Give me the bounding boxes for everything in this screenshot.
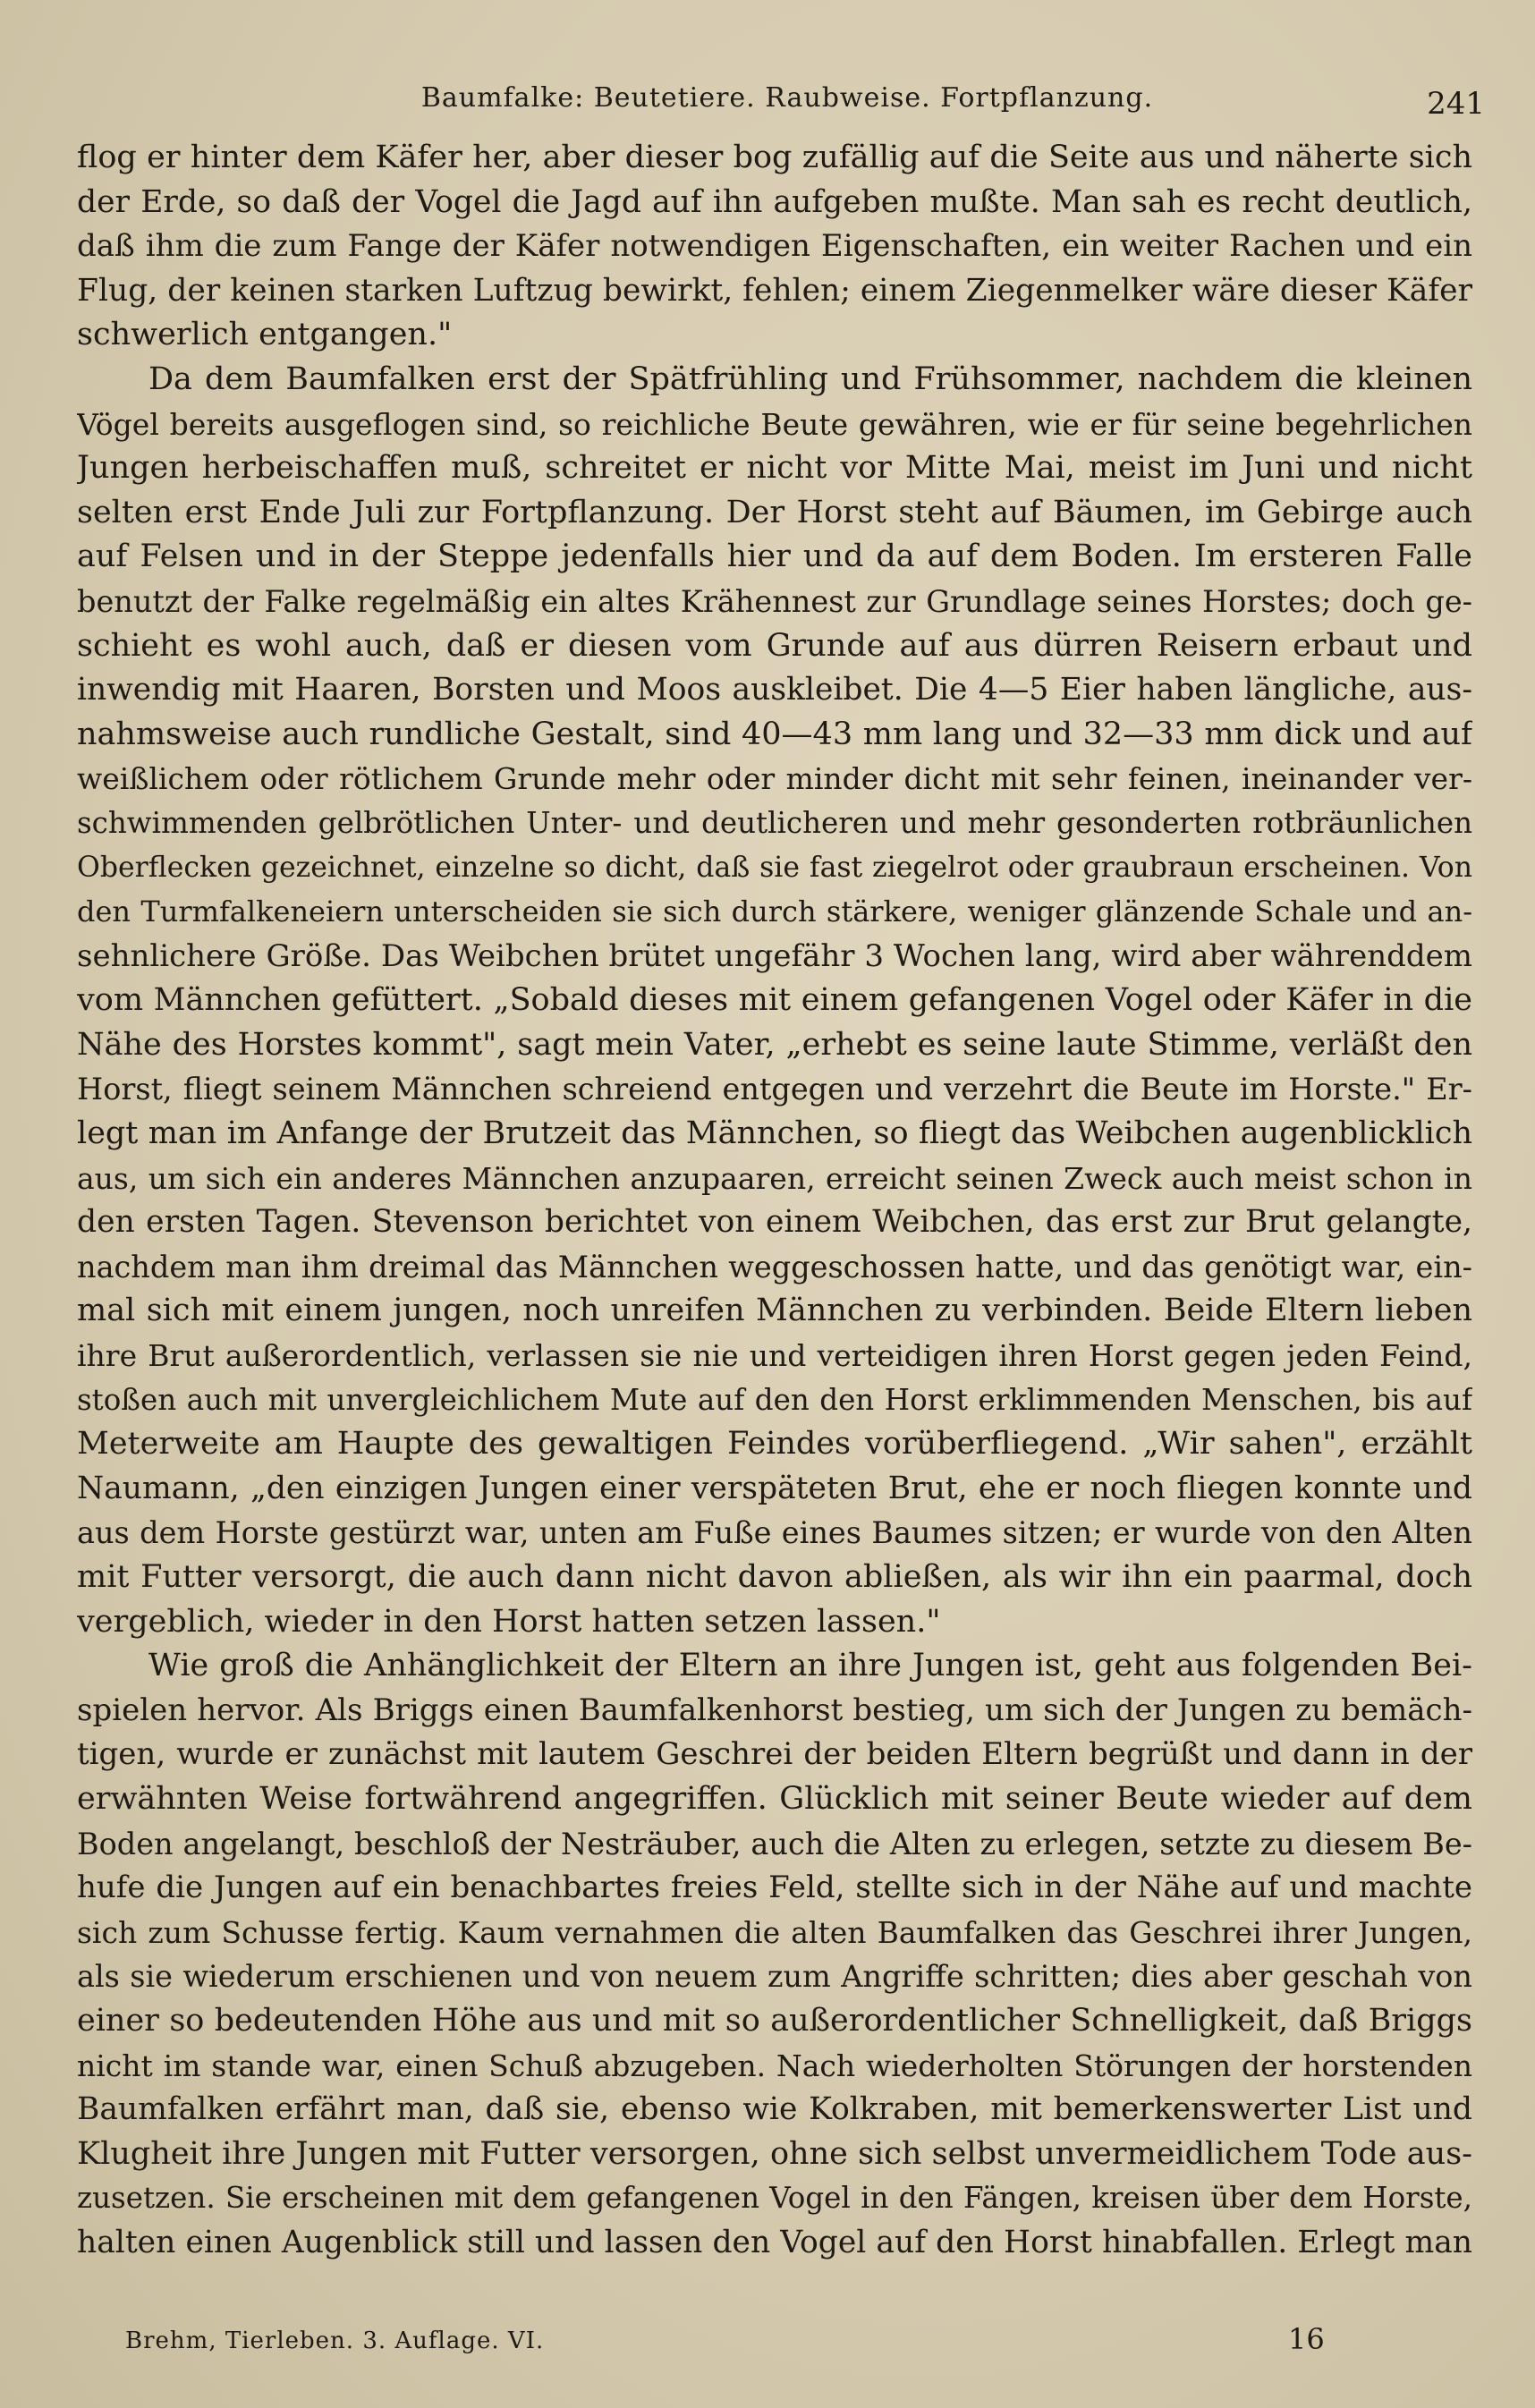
sheet-number: 16 xyxy=(1288,2322,1325,2356)
text-line: Wie groß die Anhänglichkeit der Eltern an ihre Jungen ist, geht aus folgenden Bei- xyxy=(148,1648,1472,1684)
text-line: flog er hinter dem Käfer her, aber dieser bog zufällig auf die Seite aus und näherte sich xyxy=(77,140,1472,175)
text-line: mit Futter versorgt, die auch dann nicht davon abließen, als wir ihn ein paarmal, doch xyxy=(77,1559,1472,1595)
text-line: als sie wiederum erschienen und von neuem zum Angriffe schritten; dies aber geschah von xyxy=(77,1959,1472,1995)
text-line: einer so bedeutenden Höhe aus und mit so außerordentlicher Schnelligkeit, daß Briggs xyxy=(77,2002,1472,2039)
text-line: spielen hervor. Als Briggs einen Baumfalkenhorst bestieg, um sich der Jungen zu bemäch- xyxy=(77,1692,1472,1728)
text-line: schwerlich entgangen." xyxy=(77,317,453,353)
text-line: weißlichem oder rötlichem Grunde mehr oder minder dicht mit sehr feinen, ineinander ver- xyxy=(77,761,1472,797)
body-text xyxy=(77,136,1472,2266)
text-line: schwimmenden gelbrötlichen Unter- und deutlicheren und mehr gesonderten rotbräunlichen xyxy=(77,805,1472,840)
text-line: benutzt der Falke regelmäßig ein altes Krähennest zur Grundlage seines Horstes; doch ge- xyxy=(77,583,1472,619)
text-line: selten erst Ende Juli zur Fortpflanzung. Der Horst steht auf Bäumen, im Gebirge auch xyxy=(77,494,1472,530)
text-line: den Turmfalkeneiern unterscheiden sie sich durch stärkere, weniger glänzende Schale und an- xyxy=(77,895,1472,929)
text-line: Boden angelangt, beschloß der Nesträuber, auch die Alten zu erlegen, setzte zu diesem Be- xyxy=(77,1826,1472,1861)
text-line: auf Felsen und in der Steppe jedenfalls hier und da auf dem Boden. Im ersteren Falle xyxy=(77,538,1472,575)
text-line: Meterweite am Haupte des gewaltigen Feindes vorüberfliegend. „Wir sahen", erzählt xyxy=(77,1426,1472,1463)
text-line: Nähe des Horstes kommt", sagt mein Vater, „erhebt es seine laute Stimme, verläßt den xyxy=(77,1026,1472,1063)
text-line: hufe die Jungen auf ein benachbartes freies Feld, stellte sich in der Nähe auf und machte xyxy=(77,1870,1472,1906)
text-line: halten einen Augenblick still und lassen den Vogel auf den Horst hinabfallen. Erlegt man xyxy=(77,2224,1472,2260)
text-line: vergeblich, wieder in den Horst hatten setzen lassen." xyxy=(77,1603,941,1640)
text-line: den ersten Tagen. Stevenson berichtet von einem Weibchen, das erst zur Brut gelangte, xyxy=(77,1204,1472,1241)
text-line: Baumfalken erfährt man, daß sie, ebenso wie Kolkraben, mit bemerkenswerter List und xyxy=(77,2091,1472,2128)
text-line: nachdem man ihm dreimal das Männchen weggeschossen hatte, und das genötigt war, ein- xyxy=(77,1249,1472,1285)
text-line: nahmsweise auch rundliche Gestalt, sind 40—43 mm lang und 32—33 mm dick und auf xyxy=(77,716,1472,752)
text-line: der Erde, so daß der Vogel die Jagd auf ihn aufgeben mußte. Man sah es recht deutlich, xyxy=(77,183,1472,220)
text-line: daß ihm die zum Fange der Käfer notwendigen Eigenschaften, ein weiter Rachen und ein xyxy=(77,228,1472,265)
text-line: Da dem Baumfalken erst der Spätfrühling und Frühsommer, nachdem die kleinen xyxy=(148,360,1472,397)
text-line: schieht es wohl auch, daß er diesen vom Grunde auf aus dürren Reisern erbaut und xyxy=(77,627,1472,664)
page-footer xyxy=(125,2322,1324,2367)
page-number: 241 xyxy=(1427,86,1485,122)
text-line: Oberflecken gezeichnet, einzelne so dicht, daß sie fast ziegelrot oder graubraun erscheinen. Von xyxy=(77,851,1472,884)
page-header xyxy=(81,82,1494,127)
text-line: Jungen herbeischaffen muß, schreitet er nicht vor Mitte Mai, meist im Juni und nicht xyxy=(77,450,1472,487)
printer-signature: Brehm, Tierleben. 3. Auflage. VI. xyxy=(125,2327,545,2354)
text-line: Naumann, „den einzigen Jungen einer verspäteten Brut, ehe er noch fliegen konnte und xyxy=(77,1470,1472,1506)
text-line: sehnlichere Größe. Das Weibchen brütet ungefähr 3 Wochen lang, wird aber währenddem xyxy=(77,937,1472,974)
text-line: mal sich mit einem jungen, noch unreifen Männchen zu verbinden. Beide Eltern lieben xyxy=(77,1293,1472,1329)
text-line: Flug, der keinen starken Luftzug bewirkt, fehlen; einem Ziegenmelker wäre dieser Käfer xyxy=(77,272,1472,309)
text-line: aus, um sich ein anderes Männchen anzupaaren, erreicht seinen Zweck auch meist schon in xyxy=(77,1160,1472,1196)
text-line: stoßen auch mit unvergleichlichem Mute auf den den Horst erklimmenden Menschen, bis auf xyxy=(77,1382,1472,1417)
text-line: aus dem Horste gestürzt war, unten am Fuße eines Baumes sitzen; er wurde von den Alten xyxy=(77,1515,1472,1551)
text-line: Horst, fliegt seinem Männchen schreiend entgegen und verzehrt die Beute im Horste." Er- xyxy=(77,1072,1472,1107)
text-line: erwähnten Weise fortwährend angegriffen. Glücklich mit seiner Beute wieder auf dem xyxy=(77,1780,1472,1817)
running-head: Baumfalke: Beutetiere. Raubweise. Fortpflanzung. xyxy=(420,82,1154,114)
text-line: vom Männchen gefüttert. „Sobald dieses mit einem gefangenen Vogel oder Käfer in die xyxy=(77,982,1472,1019)
text-line: nicht im stande war, einen Schuß abzugeben. Nach wiederholten Störungen der horstenden xyxy=(77,2048,1472,2083)
text-line: sich zum Schusse fertig. Kaum vernahmen die alten Baumfalken das Geschrei ihrer Jungen, xyxy=(77,1914,1472,1950)
text-line: inwendig mit Haaren, Borsten und Moos auskleibet. Die 4—5 Eier haben längliche, aus- xyxy=(77,672,1472,708)
text-line: ihre Brut außerordentlich, verlassen sie nie und verteidigen ihren Horst gegen jeden Feind, xyxy=(77,1338,1472,1374)
text-line: Klugheit ihre Jungen mit Futter versorgen, ohne sich selbst unvermeidlichem Tode aus- xyxy=(77,2135,1472,2172)
text-line: legt man im Anfange der Brutzeit das Männchen, so fliegt das Weibchen augenblicklich xyxy=(77,1115,1472,1152)
text-line: Vögel bereits ausgeflogen sind, so reichliche Beute gewähren, wie er für seine begehrlichen xyxy=(77,406,1472,442)
text-line: zusetzen. Sie erscheinen mit dem gefangenen Vogel in den Fängen, kreisen über dem Horste, xyxy=(77,2181,1472,2216)
text-line: tigen, wurde er zunächst mit lautem Geschrei der beiden Eltern begrüßt und dann in der xyxy=(77,1736,1472,1773)
